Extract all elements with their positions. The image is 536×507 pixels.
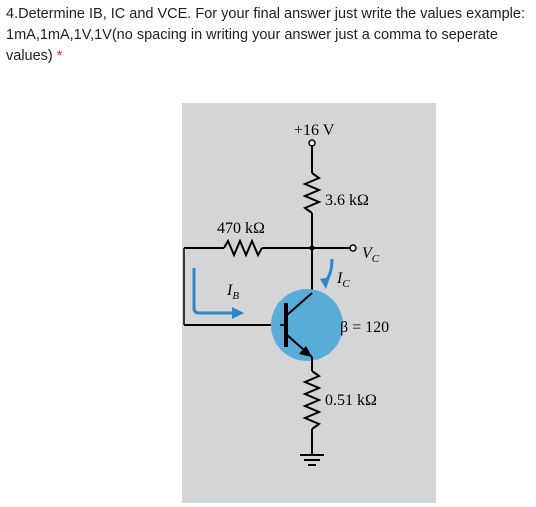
rb-resistor	[224, 241, 262, 255]
circuit-diagram	[182, 103, 436, 503]
ic-arrowhead	[320, 277, 330, 289]
circuit-figure	[182, 103, 436, 503]
vc-terminal	[350, 245, 356, 251]
rc-label: 3.6 kΩ	[325, 192, 369, 209]
question-text: 4.Determine IB, IC and VCE. For your final answer just write the values example: 1mA,1mA,1V,1V(no spacing in writing your answer just a comma to seperate values)	[6, 6, 525, 64]
re-label: 0.51 kΩ	[325, 392, 377, 409]
re-resistor	[305, 371, 319, 429]
ib-arrowhead	[232, 307, 244, 319]
required-asterisk: *	[56, 48, 63, 64]
beta-label: β = 120	[340, 319, 390, 336]
rc-resistor	[305, 173, 319, 213]
vc-label: $V_C$	[362, 245, 380, 265]
ic-label: $I_C$	[337, 270, 350, 290]
supply-terminal	[309, 140, 315, 146]
supply-label: +16 V	[294, 122, 335, 139]
rb-label: 470 kΩ	[217, 220, 265, 237]
question-text-block	[6, 4, 530, 67]
ib-label: $I_B$	[227, 282, 240, 302]
